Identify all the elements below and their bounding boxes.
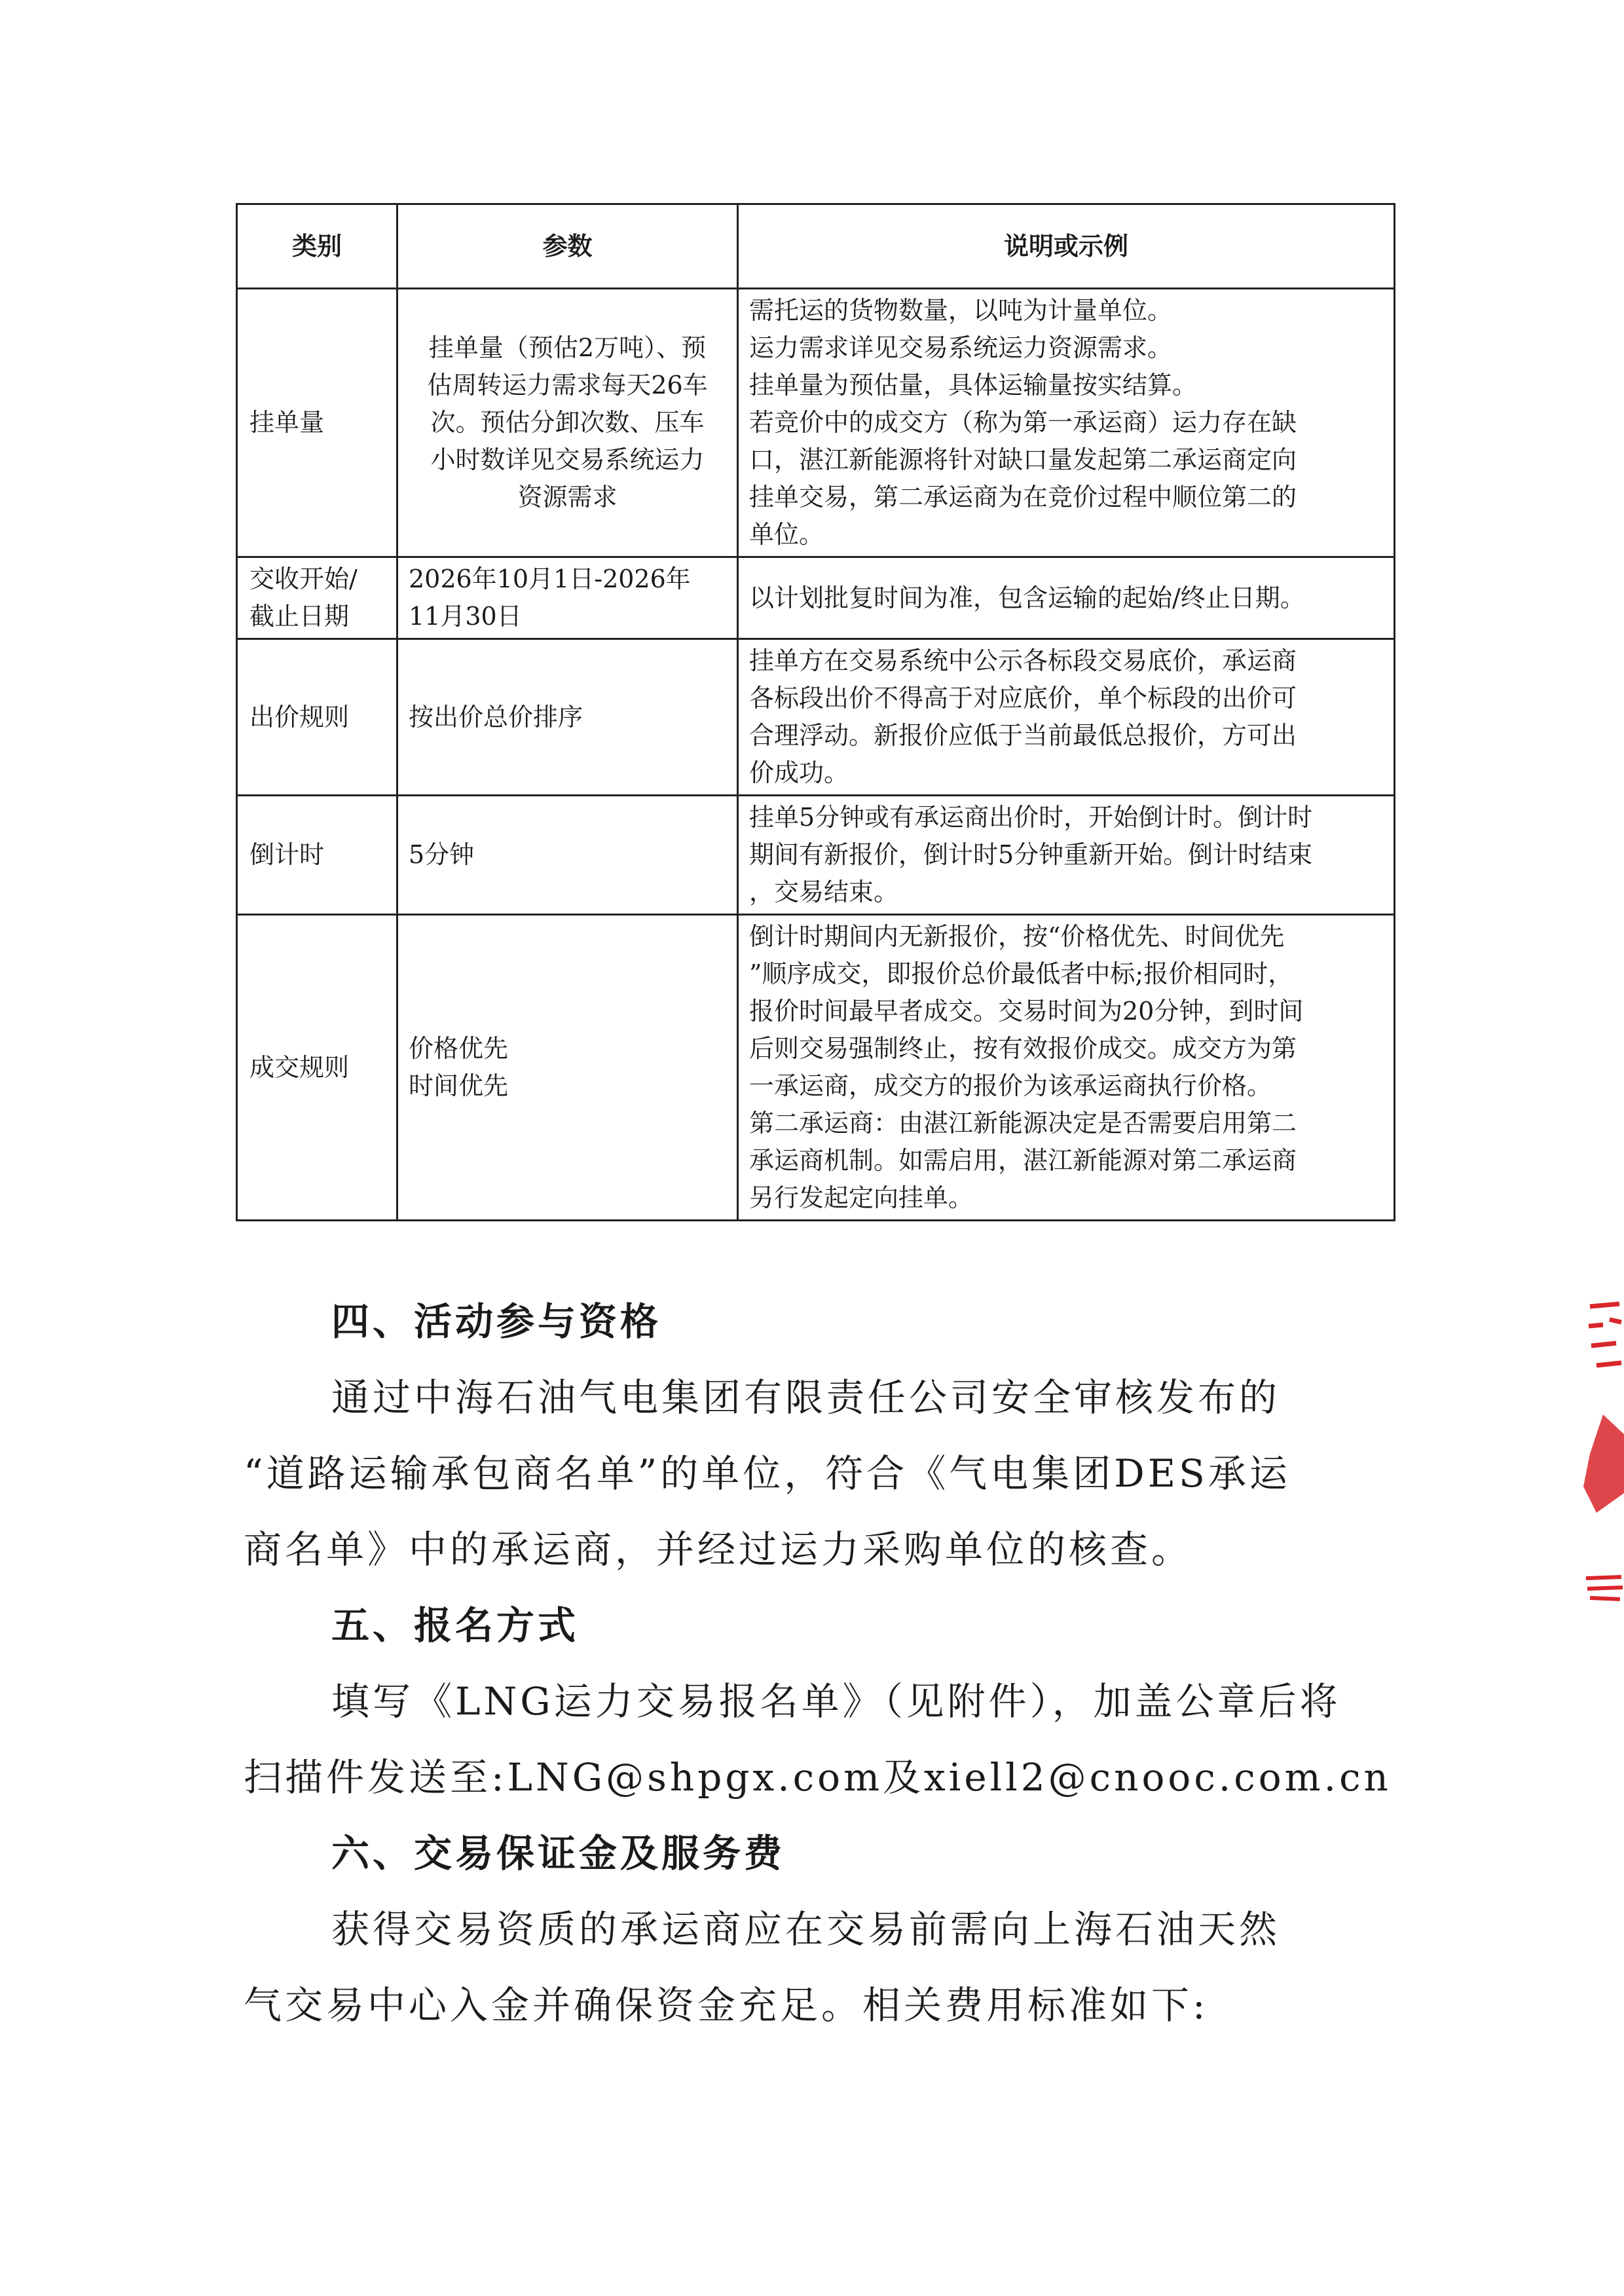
body-text (244, 1284, 1392, 2043)
parameter-line: 2026年10月1日-2026年 (409, 565, 691, 593)
description-line: 合理浮动。新报价应低于当前最低总报价，方可出 (749, 721, 1297, 750)
description-line: 若竞价中的成交方（称为第一承运商）运力存在缺 (749, 408, 1297, 437)
paragraph-line: 扫描件发送至:LNG@shpgx.com及xiell2@cnooc.com.cn (244, 1755, 1392, 1800)
seal-fragment (1583, 1565, 1624, 1604)
description-line: 以计划批复时间为准，包含运输的起始/终止日期。 (749, 583, 1305, 612)
description-line: 需托运的货物数量，以吨为计量单位。 (749, 296, 1173, 325)
cell-description (738, 639, 1395, 796)
description-line: 价成功。 (749, 758, 849, 787)
parameter-line: 11月30日 (409, 602, 522, 631)
category-line: 倒计时 (249, 840, 325, 869)
table-row (237, 289, 1395, 557)
cell-parameter (397, 289, 738, 557)
description-line: ，交易结束。 (749, 878, 899, 906)
parameter-line: 资源需求 (517, 483, 618, 511)
description-line: 挂单5分钟或有承运商出价时，开始倒计时。倒计时 (749, 803, 1313, 832)
cell-description (738, 915, 1395, 1221)
seal-fragment (1583, 1415, 1624, 1513)
parameter-line: 次。预估分卸次数、压车 (430, 408, 705, 437)
description-line: 后则交易强制终止，按有效报价成交。成交方为第 (749, 1034, 1297, 1063)
description-line: 单位。 (749, 520, 824, 549)
cell-parameter (397, 796, 738, 915)
section-heading: 五、报名方式 (331, 1603, 580, 1648)
header-category: 类别 (237, 204, 397, 289)
cell-description (738, 557, 1395, 639)
header-parameter: 参数 (397, 204, 738, 289)
header-description: 说明或示例 (738, 204, 1395, 289)
description-line: 挂单量为预估量，具体运输量按实结算。 (749, 371, 1198, 399)
parameter-line: 估周转运力需求每天26车 (427, 371, 708, 399)
paragraph-line: 气交易中心入金并确保资金充足。相关费用标准如下: (244, 1983, 1209, 2028)
table-row (237, 796, 1395, 915)
cell-category (237, 639, 397, 796)
parameter-line: 5分钟 (409, 840, 475, 869)
paragraph-line: 商名单》中的承运商，并经过运力采购单位的核查。 (244, 1527, 1193, 1572)
description-line: 第二承运商：由湛江新能源决定是否需要启用第二 (749, 1109, 1297, 1138)
cell-description (738, 289, 1395, 557)
paragraph-line: 通过中海石油气电集团有限责任公司安全审核发布的 (331, 1375, 1281, 1420)
cell-parameter (397, 557, 738, 639)
description-line: 口，湛江新能源将针对缺口量发起第二承运商定向 (749, 445, 1297, 474)
description-line: 倒计时期间内无新报价，按“价格优先、时间优先 (749, 922, 1285, 951)
table-row (237, 557, 1395, 639)
category-line: 挂单量 (249, 408, 325, 437)
category-line: 成交规则 (249, 1052, 350, 1082)
paragraph-line: 填写《LNG运力交易报名单》（见附件），加盖公章后将 (331, 1679, 1341, 1724)
parameter-line: 挂单量（预估2万吨）、预 (428, 333, 707, 362)
description-line: 运力需求详见交易系统运力资源需求。 (749, 333, 1173, 362)
table-row (237, 915, 1395, 1221)
description-line: 挂单交易，第二承运商为在竞价过程中顺位第二的 (749, 483, 1297, 511)
paragraph-line: “道路运输承包商名单”的单位，符合《气电集团DES承运 (244, 1451, 1291, 1496)
parameter-line: 小时数详见交易系统运力 (430, 445, 705, 474)
parameter-line: 价格优先 (409, 1034, 509, 1063)
cell-category (237, 796, 397, 915)
parameter-table (236, 203, 1395, 1221)
description-line: 承运商机制。如需启用，湛江新能源对第二承运商 (749, 1146, 1297, 1175)
seal-fragment (1583, 1300, 1624, 1379)
section-heading: 六、交易保证金及服务费 (331, 1831, 786, 1876)
table-header-row (237, 204, 1395, 289)
paragraph-line: 获得交易资质的承运商应在交易前需向上海石油天然 (331, 1907, 1281, 1952)
cell-parameter (397, 639, 738, 796)
cell-category (237, 557, 397, 639)
description-line: 挂单方在交易系统中公示各标段交易底价，承运商 (749, 646, 1297, 675)
table-row (237, 639, 1395, 796)
category-line: 出价规则 (249, 702, 350, 731)
description-line: 另行发起定向挂单。 (749, 1183, 974, 1212)
cell-category (237, 915, 397, 1221)
category-line: 截止日期 (249, 602, 350, 631)
category-line: 交收开始/ (249, 565, 358, 593)
description-line: 一承运商，成交方的报价为该承运商执行价格。 (749, 1071, 1272, 1100)
cell-description (738, 796, 1395, 915)
description-line: 期间有新报价，倒计时5分钟重新开始。倒计时结束 (749, 840, 1313, 869)
section-heading: 四、活动参与资格 (331, 1299, 662, 1344)
cell-parameter (397, 915, 738, 1221)
description-line: 报价时间最早者成交。交易时间为20分钟，到时间 (749, 997, 1304, 1026)
description-line: ”顺序成交，即报价总价最低者中标;报价相同时， (749, 959, 1293, 988)
description-line: 各标段出价不得高于对应底价，单个标段的出价可 (749, 684, 1297, 713)
parameter-line: 时间优先 (409, 1071, 509, 1100)
cell-category (237, 289, 397, 557)
parameter-line: 按出价总价排序 (409, 702, 583, 731)
